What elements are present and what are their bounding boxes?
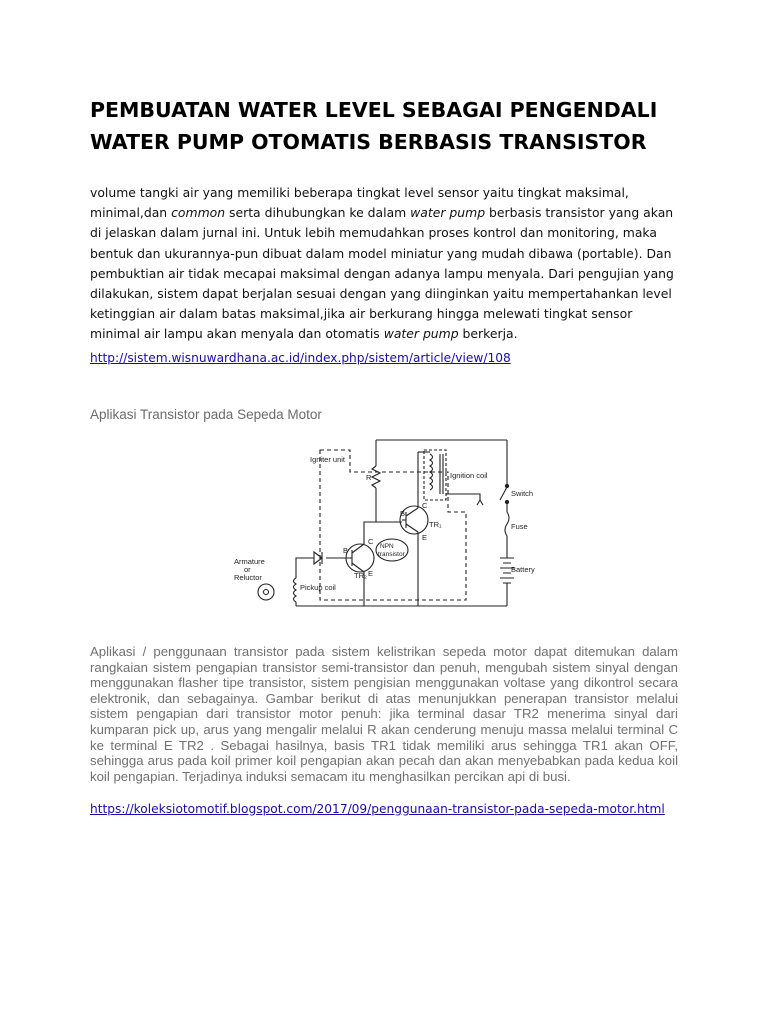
intro-text-1: volume tangki air yang memiliki beberapa tingkat level sensor yaitu tingkat maksimal, minimal,dan [90,185,629,221]
label-ignition-coil: Ignition coil [450,471,488,480]
label-battery: Battery [511,565,535,574]
label-transistor: transistor [378,551,405,558]
label-tr2: TR₂ [354,571,367,580]
intro-text-4: berkerja. [458,326,518,342]
explanation-paragraph: Aplikasi / penggunaan transistor pada sistem kelistrikan sepeda motor dapat ditemukan dalam rangkaian sistem pengapian transistor semi-transistor dan penuh, mengubah sistem sinyal dengan menggunakan flasher tipe transistor, sistem pengisian menggunakan voltase yang dikontrol secara elektronik, dan sebagainya. Gambar berikut di atas menunjukkan penerapan transistor melalui sistem pengapian dari transistor motor penuh: jika terminal dasar TR2 menerima sinyal dari kumparan pick up, arus yang mengalir melalui R akan cenderung menuju massa melalui terminal C ke terminal E TR2 . Sebagai hasilnya, basis TR1 tidak memiliki arus sehingga TR1 akan OFF, sehingga arus pada koil primer koil pengapian akan pecah dan akan menyebabkan pada kedua koil koil pengapian. Terjadinya induksi semacam itu menghasilkan percikan api di busi. [90,644,678,784]
label-npn: NPN [380,543,394,550]
ignition-circuit-diagram [230,432,550,622]
label-b-tr1: B [400,509,406,518]
source-link-1[interactable]: http://sistem.wisnuwardhana.ac.id/index.php/sistem/article/view/108 [90,351,511,365]
label-e-tr2: E [368,569,374,578]
label-armature: Armature [234,557,265,566]
intro-italic-water-pump-2: water pump [383,326,459,342]
label-or: or [244,565,251,574]
label-r: R [366,473,372,482]
label-c-tr2: C [368,537,374,546]
label-b-tr2: B [343,546,349,555]
label-e-tr1: E [422,533,428,542]
intro-text-3: berbasis transistor yang akan di jelaskan dalam jurnal ini. Untuk lebih memudahkan proses kontrol dan monitoring, maka bentuk dan ukurannya-pun dibuat dalam model miniatur yang mudah dibawa (portable). Dan pembuktian air tidak mecapai maksimal dengan adanya lampu menyala. Dari pengujian yang dilakukan, sistem dapat berjalan sesuai dengan yang diinginkan yaitu mempertahankan level ketinggian air dalam batas maksimal,jika air berkurang hingga melewati tingkat sensor minimal air lampu akan menyala dan otomatis [90,205,674,342]
source-link-2[interactable]: https://koleksiotomotif.blogspot.com/2017/09/penggunaan-transistor-pada-sepeda-motor.html [90,802,665,816]
intro-paragraph [90,183,682,345]
intro-italic-common: common [171,205,226,221]
label-switch: Switch [511,489,534,498]
label-fuse: Fuse [511,522,528,531]
intro-italic-water-pump-1: water pump [410,205,486,221]
intro-text-2: serta dihubungkan ke dalam [225,205,411,221]
section-heading: Aplikasi Transistor pada Sepeda Motor [90,407,322,422]
document-title: PEMBUATAN WATER LEVEL SEBAGAI PENGENDALI WATER PUMP OTOMATIS BERBASIS TRANSISTOR [90,98,658,154]
label-reluctor: Reluctor [234,573,262,582]
label-c-tr1: C [422,501,428,510]
label-tr1: TR₁ [429,520,442,529]
label-igniter-unit: Igniter unit [310,455,346,464]
label-pickup-coil: Pickup coil [300,583,336,592]
